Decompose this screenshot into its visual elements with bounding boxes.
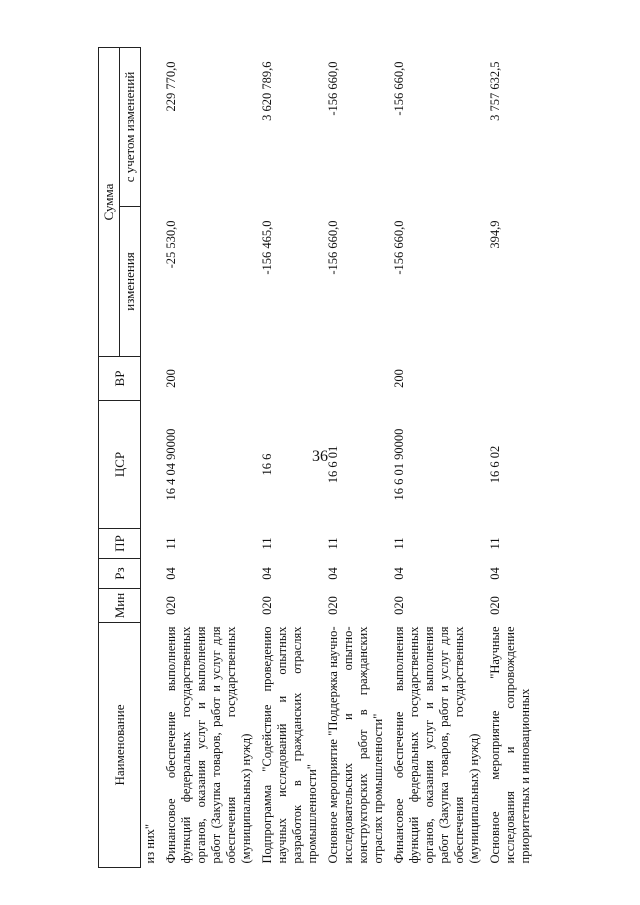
cell-pr: 11	[164, 537, 178, 550]
cell-vr	[486, 357, 537, 401]
cell-rz: 04	[488, 567, 502, 580]
header-rz: Рз	[99, 559, 141, 589]
cell-csr: 16 4 04 90000	[164, 428, 178, 501]
cell-min: 020	[164, 596, 178, 615]
cell-pr: 11	[392, 537, 406, 550]
header-vr: ВР	[99, 357, 141, 401]
cell-change: -156 660,0	[326, 220, 340, 275]
cell-vr	[324, 357, 390, 401]
cell-min: 020	[392, 596, 406, 615]
rotated-budget-table	[98, 48, 582, 868]
cell-csr: 16 6	[260, 453, 274, 476]
cell-pr: 11	[260, 537, 274, 550]
cell-change: -156 465,0	[260, 220, 274, 275]
cell-min: 020	[260, 596, 274, 615]
table-row	[141, 48, 163, 868]
cell-change: 394,9	[488, 220, 502, 249]
cell-rz: 04	[392, 567, 406, 580]
cell-csr: 16 6 01	[326, 445, 340, 484]
header-row-1	[99, 48, 120, 868]
cell-rz	[141, 559, 163, 589]
cell-with-change: 3 620 789,6	[260, 61, 274, 121]
cell-name: Финансовое обеспечение выполнения функций федеральных государственных органов, оказания услуг и выполнения работ (Закупка товаров, работ и услуг для обеспечения государственных (муниципальных) нужд)	[392, 626, 481, 864]
cell-name: Основное мероприятие "Поддержка научно-исследовательских и опытно-конструкторских работ в гражданских отраслях промышленности"	[326, 626, 385, 864]
cell-vr: 200	[392, 369, 406, 388]
cell-change: -25 530,0	[164, 220, 178, 269]
cell-min: 020	[326, 596, 340, 615]
cell-min	[141, 589, 163, 623]
header-sum: Сумма	[99, 48, 120, 357]
cell-vr	[258, 357, 324, 401]
cell-rz: 04	[260, 567, 274, 580]
cell-csr: 16 6 02	[488, 445, 502, 484]
cell-with-change: -156 660,0	[326, 61, 340, 116]
cell-rz: 04	[326, 567, 340, 580]
cell-name: Финансовое обеспечение выполнения функций федеральных государственных органов, оказания услуг и выполнения работ (Закупка товаров, работ и услуг для обеспечения государственных (муниципальных) нужд)	[164, 626, 253, 864]
cell-min: 020	[488, 596, 502, 615]
header-with-change: с учетом изменений	[120, 48, 141, 207]
cell-with-change	[141, 48, 163, 207]
cell-with-change: -156 660,0	[392, 61, 406, 116]
cell-change: -156 660,0	[392, 220, 406, 275]
table-row	[324, 48, 390, 868]
header-csr: ЦСР	[99, 401, 141, 529]
cell-pr: 11	[488, 537, 502, 550]
table-row	[486, 48, 537, 868]
cell-name: Подпрограмма "Содействие проведению научных исследований и опытных разработок в гражданских отраслях промышленности"	[260, 626, 319, 864]
cell-name: Основное мероприятие "Научные исследования и сопровождение приоритетных и инновационных	[488, 626, 532, 864]
cell-pr: 11	[326, 537, 340, 550]
header-change: изменения	[120, 207, 141, 357]
cell-csr	[141, 401, 163, 529]
cell-with-change: 229 770,0	[164, 61, 178, 112]
table-row	[258, 48, 324, 868]
cell-pr	[141, 529, 163, 559]
cell-rz: 04	[164, 567, 178, 580]
cell-csr: 16 6 01 90000	[392, 428, 406, 501]
table-row	[390, 48, 486, 868]
budget-table	[98, 47, 537, 868]
cell-change	[141, 207, 163, 357]
cell-vr	[141, 357, 163, 401]
cell-with-change: 3 757 632,5	[488, 61, 502, 121]
page-number: 36	[312, 448, 328, 465]
header-min: Мин	[99, 589, 141, 623]
cell-vr: 200	[164, 369, 178, 388]
cell-name: из них"	[143, 824, 157, 864]
header-name: Наименование	[99, 623, 141, 868]
table-row	[162, 48, 258, 868]
header-pr: ПР	[99, 529, 141, 559]
